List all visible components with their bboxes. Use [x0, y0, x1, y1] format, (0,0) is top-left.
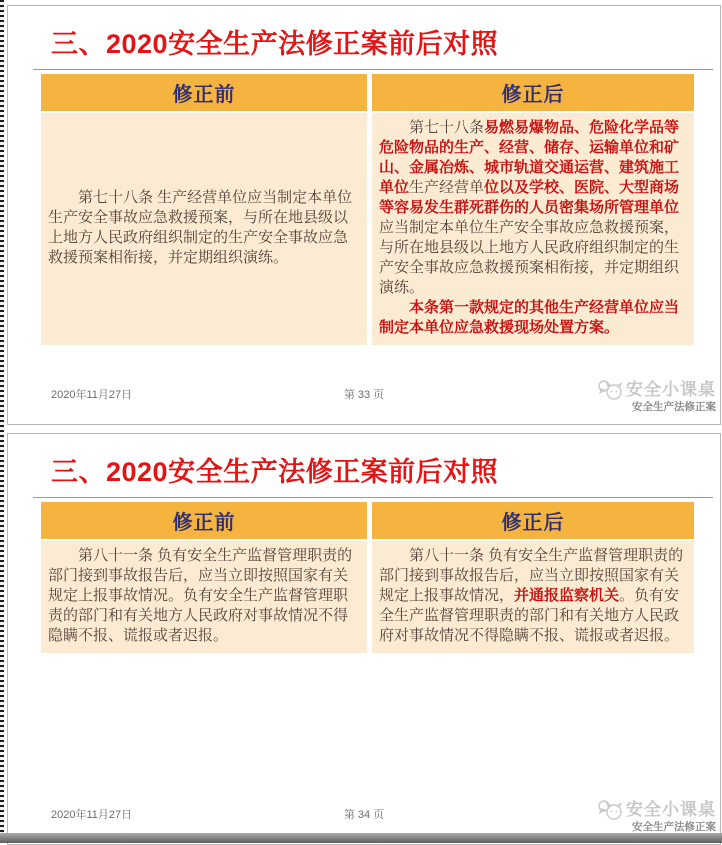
cat-logo-icon [597, 379, 623, 401]
watermark-logo [556, 379, 716, 414]
text-segment: 应当制定本单位生产安全事故应急救援预案，与所在地县级以上地方人民政府组织制定的生产安全事故应急救援预案相衔接，并定期组织演练。 [379, 219, 680, 296]
title-underline [33, 497, 713, 498]
paragraph [379, 118, 687, 298]
paragraph [48, 188, 360, 268]
footer-page-number: 第 33 页 [343, 389, 385, 401]
slide-33 [7, 5, 721, 425]
cell-after-text [372, 541, 694, 653]
text-segment: 。负有安全生产监督管理职责的部门和有关地方人民政府对事故情况不得隐瞒不报、谎报或者迟报。 [379, 587, 680, 644]
amended-text-segment: 易燃易爆物品、危险化学品等危险物品的生产、经营、储存、运输单位和矿山、金属冶炼、城市轨道交通运营、建筑施工单位 [379, 119, 680, 196]
title-underline [33, 69, 713, 70]
slide-34 [7, 433, 721, 845]
paragraph [48, 546, 360, 646]
column-header-after: 修正后 [372, 74, 694, 111]
logo-title: 安全小课桌 [626, 800, 716, 820]
film-strip-edge [0, 0, 4, 843]
column-header-before: 修正前 [41, 502, 367, 539]
column-header-after: 修正后 [372, 502, 694, 539]
watermark-logo [556, 799, 716, 834]
text-segment: 第八十一条 负有安全生产监督管理职责的部门接到事故报告后，应当立即按照国家有关规定上报事故情况。负有安全生产监督管理职责的部门和有关地方人民政府对事故情况不得隐瞒不报、谎报或者迟报。 [48, 547, 353, 644]
logo-subtitle: 安全生产法修正案 [632, 821, 716, 834]
text-segment: 第七十八条 [409, 119, 485, 136]
slide-title: 三、2020安全生产法修正案前后对照 [51, 29, 499, 59]
comparison-table [41, 502, 694, 653]
logo-title: 安全小课桌 [626, 380, 716, 400]
comparison-table [41, 74, 694, 345]
footer-date: 2020年11月27日 [51, 809, 133, 821]
amended-text-segment: 并通报监察机关 [514, 587, 620, 604]
footer-page-number: 第 34 页 [343, 809, 385, 821]
slide-footer [8, 354, 720, 424]
footer-date: 2020年11月27日 [51, 389, 133, 401]
text-segment: 第七十八条 生产经营单位应当制定本单位生产安全事故应急救援预案，与所在地县级以上地方人民政府组织制定的生产安全事故应急救援预案相衔接，并定期组织演练。 [48, 189, 353, 266]
column-header-before: 修正前 [41, 74, 367, 111]
cell-before-text [41, 113, 367, 345]
cat-logo-icon [597, 799, 623, 821]
text-segment: 第八十一条 负有安全生产监督管理职责的部门接到事故报告后，应当立即按照国家有关规定上报事故情况， [379, 547, 684, 604]
logo-subtitle: 安全生产法修正案 [632, 401, 716, 414]
paragraph [379, 298, 687, 338]
cell-after-text [372, 113, 694, 345]
cell-before-text [41, 541, 367, 653]
paragraph [379, 546, 687, 646]
amended-text-segment: 本条第一款规定的其他生产经营单位应当制定本单位应急救援现场处置方案。 [379, 299, 680, 336]
amended-text-segment: 位以及学校、医院、大型商场等容易发生群死群伤的人员密集场所管理单位 [379, 179, 680, 216]
slide-title: 三、2020安全生产法修正案前后对照 [51, 457, 499, 487]
text-segment: 生产经营单 [409, 179, 485, 196]
window-bottom-edge [0, 833, 722, 843]
